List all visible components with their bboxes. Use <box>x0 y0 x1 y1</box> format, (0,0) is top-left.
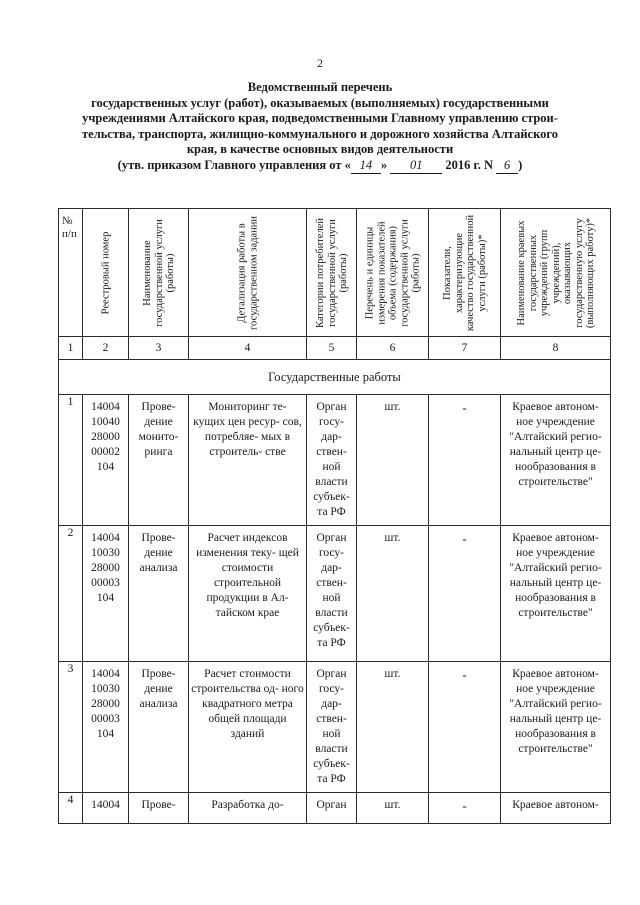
column-header-institution: Наименование краевых государственных учреждений (групп учреждений), оказывающих государственную услугу (выполняющих работу)* <box>501 209 611 337</box>
column-number: 8 <box>501 337 611 360</box>
quality-indicator: - <box>429 395 501 526</box>
column-number-row <box>59 337 611 360</box>
section-title: Государственные работы <box>59 360 611 395</box>
volume-unit: шт. <box>357 395 429 526</box>
volume-unit: шт. <box>357 793 429 824</box>
approval-line <box>80 158 560 175</box>
work-detail: Разработка до- <box>189 793 307 824</box>
institution-name: Краевое автоном- ное учреждение "Алтайский регио- нальный центр це- нообразования в строительстве" <box>501 526 611 662</box>
column-number: 3 <box>129 337 189 360</box>
approval-year: 2016 г. N <box>445 157 494 172</box>
approval-suffix: ) <box>518 157 523 172</box>
column-header-volume-units: Перечень и единицы измерения показателей объема (содержания) государственной услуги (работы) <box>357 209 429 337</box>
column-number: 4 <box>189 337 307 360</box>
work-detail: Расчет индексов изменения теку- щей стоимости строительной продукции в Ал- тайском крае <box>189 526 307 662</box>
volume-unit: шт. <box>357 662 429 793</box>
column-header-detail: Детализация работы в государственном задании <box>189 209 307 337</box>
consumer-category: Орган госу- дар- ствен- ной власти субъек- та РФ <box>307 662 357 793</box>
approval-month: 01 <box>390 158 442 175</box>
column-header-quality: Показатели, характеризующие качество государственной услуги (работы)* <box>429 209 501 337</box>
quality-indicator: - <box>429 793 501 824</box>
service-name: Прове- дение монито- ринга <box>129 395 189 526</box>
row-number: 4 <box>59 793 83 824</box>
table-row <box>59 395 611 526</box>
consumer-category: Орган госу- дар- ствен- ной власти субъек- та РФ <box>307 395 357 526</box>
registry-number: 14004 10040 28000 00002 104 <box>83 395 129 526</box>
column-header-consumers: Категории потребителей государственной услуги (работы) <box>307 209 357 337</box>
column-number: 2 <box>83 337 129 360</box>
consumer-category: Орган госу- дар- ствен- ной власти субъек- та РФ <box>307 526 357 662</box>
column-number: 7 <box>429 337 501 360</box>
row-number: 1 <box>59 395 83 526</box>
table-row <box>59 793 611 824</box>
quality-indicator: - <box>429 662 501 793</box>
approval-day: 14 <box>351 158 381 175</box>
row-number: 3 <box>59 662 83 793</box>
institution-name: Краевое автоном- ное учреждение "Алтайский регио- нальный центр це- нообразования в строительстве" <box>501 662 611 793</box>
heading-title: Ведомственный перечень <box>247 80 393 94</box>
institution-name: Краевое автоном- <box>501 793 611 824</box>
approval-prefix: (утв. приказом Главного управления от « <box>117 157 351 172</box>
approval-number: 6 <box>496 158 518 175</box>
column-header-service-name: Наименование государственной услуги (работы) <box>129 209 189 337</box>
row-number: 2 <box>59 526 83 662</box>
table-header-row <box>59 209 611 337</box>
consumer-category: Орган <box>307 793 357 824</box>
heading-line-4: тельства, транспорта, жилищно-коммунального и дорожного хозяйства Алтайского <box>82 126 558 141</box>
work-detail: Расчет стоимости строительства од- ного квадратного метра общей площади зданий <box>189 662 307 793</box>
column-number: 5 <box>307 337 357 360</box>
heading-line-5: края, в качестве основных видов деятельности <box>186 142 454 156</box>
heading-line-2: государственных услуг (работ), оказываемых (выполняемых) государственными <box>91 95 549 110</box>
approval-mid: » <box>380 157 388 172</box>
document-heading <box>80 80 560 174</box>
registry-number: 14004 <box>83 793 129 824</box>
column-header-registry: Реестровый номер <box>83 209 129 337</box>
registry-number: 14004 10030 28000 00003 104 <box>83 526 129 662</box>
registry-number: 14004 10030 28000 00003 104 <box>83 662 129 793</box>
service-name: Прове- дение анализа <box>129 526 189 662</box>
table-row <box>59 662 611 793</box>
service-name: Прове- <box>129 793 189 824</box>
institution-name: Краевое автоном- ное учреждение "Алтайский регио- нальный центр це- нообразования в строительстве" <box>501 395 611 526</box>
column-number: 1 <box>59 337 83 360</box>
column-number: 6 <box>357 337 429 360</box>
registry-table <box>58 208 611 824</box>
section-row <box>59 360 611 395</box>
quality-indicator: - <box>429 526 501 662</box>
service-name: Прове- дение анализа <box>129 662 189 793</box>
page-number: 2 <box>317 56 323 70</box>
volume-unit: шт. <box>357 526 429 662</box>
heading-line-3: учреждениями Алтайского края, подведомственными Главному управлению строи- <box>82 111 558 125</box>
column-header-number: № п/п <box>59 209 83 337</box>
work-detail: Мониторинг те- кущих цен ресур- сов, потребляе- мых в строитель- стве <box>189 395 307 526</box>
table-row <box>59 526 611 662</box>
